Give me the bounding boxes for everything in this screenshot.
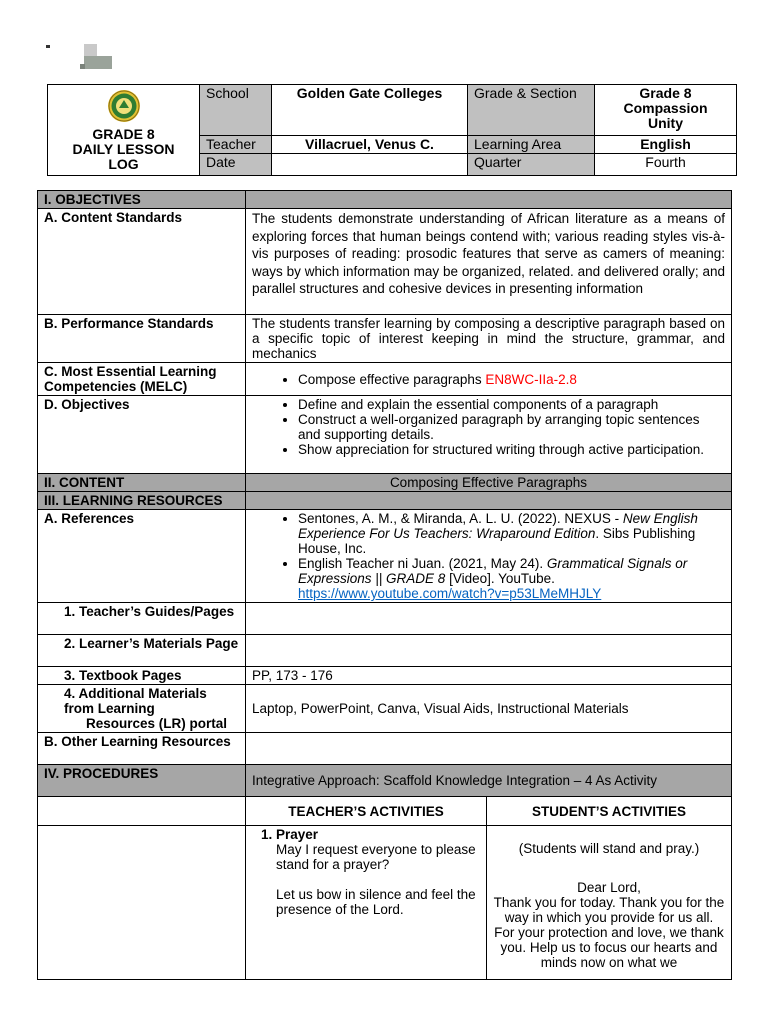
melc-text: Compose effective paragraphs: [298, 371, 486, 387]
performance-standards-text: The students transfer learning by composing a descriptive paragraph based on a specific topic of interest keeping in mind the structure, grammar, and mechanics: [246, 315, 732, 363]
teachers-guide-value: [246, 603, 732, 635]
learning-area-value: English: [595, 136, 737, 154]
procedures-heading: IV. PROCEDURES: [38, 765, 246, 797]
content-standards-text: The students demonstrate understanding of African literature as a means of exploring forces that human beings contend with; various reading styles vis-à-vis purposes of reading: prosodic features that serve as camers of meaning: ways by which information may be organized, related. and delivered orally; and parallel structures and cohesive devices in presenting information: [246, 209, 732, 315]
scan-dot-mark: [46, 45, 50, 48]
melc-item: [298, 372, 725, 387]
reference-2-text: English Teacher ni Juan. (2021, May 24).: [298, 556, 547, 571]
other-resources-value: [246, 733, 732, 765]
teachers-guide-label: 1. Teacher’s Guides/Pages: [38, 603, 246, 635]
teacher-value: Villacruel, Venus C.: [272, 136, 468, 154]
quarter-value: Fourth: [595, 154, 737, 176]
additional-materials-label-line-2: Resources (LR) portal: [86, 716, 228, 731]
section-value-2: Unity: [648, 115, 683, 131]
lesson-plan-table: [37, 190, 732, 980]
objectives-heading: I. OBJECTIVES: [38, 191, 246, 209]
reference-2-source: [Video]. YouTube.: [445, 571, 555, 586]
reference-2-link[interactable]: https://www.youtube.com/watch?v=p53LMeMHJLY: [298, 586, 602, 601]
performance-standards-label: B. Performance Standards: [38, 315, 246, 363]
learning-area-label: Learning Area: [468, 136, 595, 154]
school-value: Golden Gate Colleges: [272, 85, 468, 136]
student-prayer-action: (Students will stand and pray.): [518, 841, 700, 856]
date-value: [272, 154, 468, 176]
header-title-line-2: DAILY LESSON: [72, 141, 175, 157]
references-cell: [246, 510, 732, 603]
student-prayer-body: Thank you for today. Thank you for the way in which you provide for us all. For your protection and love, we thank you. Help us to focus our hearts and minds now on what we: [493, 895, 725, 970]
melc-cell: [246, 363, 732, 396]
objective-item: • Construct a well-organized paragraph by arranging topic sentences and supporting details.: [298, 412, 725, 442]
reference-item-2: [298, 556, 725, 601]
additional-materials-value: Laptop, PowerPoint, Canva, Visual Aids, Instructional Materials: [246, 685, 732, 733]
section-value-1: Compassion: [623, 100, 708, 116]
textbook-pages-label: 3. Textbook Pages: [38, 667, 246, 685]
school-label: School: [200, 85, 272, 136]
objectives-label: D. Objectives: [38, 396, 246, 474]
procedures-blank-cell: [38, 797, 246, 826]
content-value: Composing Effective Paragraphs: [246, 474, 732, 492]
step-1-title: 1. Prayer: [276, 827, 480, 842]
reference-1-title: New English Experience For Us Teachers: Wraparound Edition: [298, 511, 698, 541]
teacher-label: Teacher: [200, 136, 272, 154]
grade-section-value: [595, 85, 737, 136]
student-prayer-greeting: Dear Lord,: [577, 880, 641, 895]
other-resources-label: B. Other Learning Resources: [38, 733, 246, 765]
reference-item-1: [298, 511, 725, 556]
additional-materials-label: [38, 685, 246, 733]
learners-materials-label: 2. Learner’s Materials Page: [38, 635, 246, 667]
date-label: Date: [200, 154, 272, 176]
learning-resources-heading: III. LEARNING RESOURCES: [38, 492, 246, 510]
content-heading: II. CONTENT: [38, 474, 246, 492]
reference-1-text: Sentones, A. M., & Miranda, A. L. U. (2022). NEXUS -: [298, 511, 623, 526]
teacher-prayer-instruction: Let us bow in silence and feel the presence of the Lord.: [276, 887, 476, 917]
melc-code: EN8WC-IIa-2.8: [485, 371, 577, 387]
objective-item: • Show appreciation for structured writing through active participation.: [298, 442, 725, 457]
procedures-approach: Integrative Approach: Scaffold Knowledge Integration – 4 As Activity: [246, 765, 732, 797]
grade-value: Grade 8: [639, 85, 692, 101]
teacher-activities-header: TEACHER’S ACTIVITIES: [246, 797, 487, 826]
procedures-step-label-cell: [38, 826, 246, 980]
objectives-list-cell: [246, 396, 732, 474]
grade-section-label: Grade & Section: [468, 85, 595, 136]
reference-2-title: Grammatical Signals or Expressions || GRADE 8: [298, 556, 688, 586]
header-title-line-3: LOG: [108, 156, 139, 172]
melc-label: C. Most Essential Learning Competencies (MELC): [38, 363, 246, 396]
content-standards-label: A. Content Standards: [38, 209, 246, 315]
learners-materials-value: [246, 635, 732, 667]
school-seal-logo-icon: [107, 89, 141, 123]
textbook-pages-value: PP, 173 - 176: [246, 667, 732, 685]
references-label: A. References: [38, 510, 246, 603]
reference-1-publisher: . Sibs Publishing House, Inc.: [298, 526, 696, 556]
teacher-activity-cell: [246, 826, 487, 980]
learning-resources-heading-fill: [246, 492, 732, 510]
scan-blot-mark: [80, 44, 112, 70]
student-activities-header: STUDENT’S ACTIVITIES: [487, 797, 732, 826]
header-title-cell: [48, 85, 200, 176]
teacher-prayer-request: May I request everyone to please stand for a prayer?: [276, 842, 476, 872]
header-title-line-1: GRADE 8: [92, 126, 155, 142]
objectives-heading-fill: [246, 191, 732, 209]
quarter-label: Quarter: [468, 154, 595, 176]
objective-item: • Define and explain the essential components of a paragraph: [298, 397, 725, 412]
additional-materials-label-line-1: 4. Additional Materials from Learning: [64, 686, 207, 716]
lesson-log-header-table: [47, 84, 737, 176]
student-activity-cell: [487, 826, 732, 980]
